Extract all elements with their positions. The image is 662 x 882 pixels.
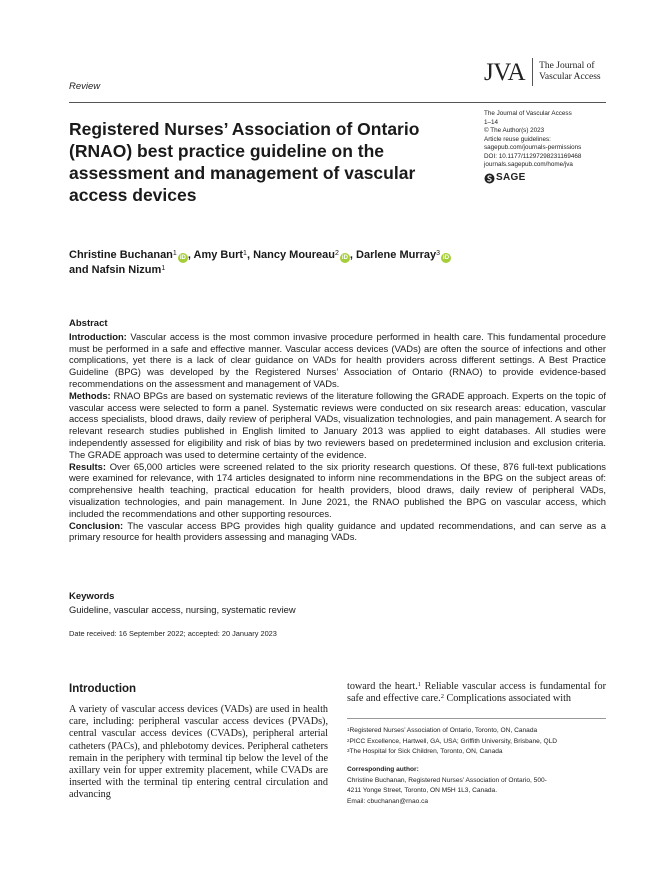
publisher-name: SAGE: [496, 171, 526, 183]
abstract-results: [69, 461, 606, 520]
affiliation: [347, 737, 606, 748]
abstract-intro-text: Vascular access is the most common invasive procedure performed in health care. This fundamental procedure must be performed in a safe and effective manner. Vascular access devices (VADs) are often the source of infections and other complications, yet there is a lack of clear guidance on VADs for health providers across different settings. A Best Practice Guideline (BPG) was developed by the Registered Nurses’ Association of Ontario (RNAO) to provide evidence-based recommendations on the assessment and management of VADs.: [69, 330, 606, 389]
author-name[interactable]: Christine Buchanan: [69, 249, 173, 261]
author-conjunction: and: [69, 264, 89, 276]
meta-reuse-label: Article reuse guidelines:: [484, 135, 551, 143]
abstract-methods: [69, 390, 606, 461]
meta-journal: The Journal of Vascular Access: [484, 110, 572, 117]
logo-divider: [532, 58, 533, 86]
corresponding-email[interactable]: Email: cbuchanan@rnao.ca: [347, 797, 429, 805]
affiliation-ref: 1: [172, 250, 177, 257]
affiliation-ref: 1: [243, 250, 247, 257]
keywords: [69, 591, 606, 616]
corresponding-author: [347, 765, 606, 807]
citation-ref[interactable]: 1: [417, 681, 422, 688]
meta-pages: 1–14: [484, 118, 499, 126]
citation-ref[interactable]: 2: [440, 693, 444, 701]
logo-mark: JVA: [484, 58, 526, 86]
author-name[interactable]: Nancy Moureau: [253, 249, 335, 261]
intro-right-text-1: toward the heart.: [347, 681, 418, 692]
author-list: Christine Buchanan$^1$iD , Amy Burt$^1$, Nancy Moureau$^2$iD , Darlene Murray$^3$iD and Nafsin Nizum$^1$: [69, 249, 450, 276]
abstract-results-text: Over 65,000 articles were screened related to the six priority research questions. Of these, 876 full-text publications were examined for relevance, with 174 articles designated to inform nine recommendations in the BPG on the subject areas of: comprehensive health teaching, practical education for health providers, blood draws, daily review of peripheral VADs, visualization technologies, and pain management. In June 2021, the RNAO published the BPG on vascular access, which included the recommendations and other supporting resources.: [69, 460, 606, 519]
abstract-methods-text: RNAO BPGs are based on systematic reviews of the literature following the GRADE approach. Experts on the topic of vascular access were selected to form a panel. Systematic reviews were conducted on six research areas: education, vascular access specialists, blood draws, daily review of peripheral VADs, visualization technologies, and pain management. A search for relevant research studies published in English limited to January 2013 was applied to eight databases. All studies were independently assessed for eligibility and risk of bias by two reviewers based on predetermined inclusion and exclusion criteria. The GRADE approach was used to determine certainty of the evidence.: [69, 389, 606, 460]
corresponding-line-1: Christine Buchanan, Registered Nurses’ Association of Ontario, 500-: [347, 776, 547, 784]
affiliation-text: Registered Nurses’ Association of Ontario, Toronto, ON, Canada: [349, 727, 538, 734]
meta-copyright: © The Author(s) 2023: [484, 127, 545, 134]
introduction-heading: Introduction: [69, 683, 137, 695]
affiliations: [347, 726, 606, 758]
article-title: Registered Nurses’ Association of Ontario (RNAO) best practice guideline on the assessment and management of vascular access devices: [69, 119, 420, 205]
header-rule: [69, 102, 606, 103]
author-name[interactable]: Nafsin Nizum: [91, 264, 162, 276]
abstract-intro-label: Introduction:: [69, 330, 127, 342]
corresponding-label: Corresponding author:: [347, 766, 419, 773]
journal-logo: [484, 58, 601, 86]
meta-home-link[interactable]: journals.sagepub.com/home/jva: [484, 161, 573, 168]
affiliation: [347, 726, 606, 737]
affiliation-num: 3: [347, 748, 350, 753]
orcid-icon[interactable]: iD: [341, 255, 348, 261]
abstract-introduction: [69, 331, 606, 390]
affiliation-ref: 2: [335, 250, 339, 257]
abstract-heading: Abstract: [69, 318, 108, 329]
abstract-methods-label: Methods:: [69, 389, 111, 401]
author-name[interactable]: Amy Burt: [193, 249, 244, 261]
keywords-text: Guideline, vascular access, nursing, systematic review: [69, 604, 296, 615]
logo-line-1: The Journal of: [539, 61, 595, 71]
affiliation-num: 2: [347, 737, 350, 743]
abstract-results-label: Results:: [69, 460, 106, 472]
abstract-conclusion: [69, 520, 606, 544]
abstract: [69, 318, 606, 543]
affiliation-text: The Hospital for Sick Children, Toronto, ON, Canada: [349, 748, 503, 755]
abstract-conclusion-label: Conclusion:: [69, 519, 124, 531]
introduction-right-column: [347, 681, 606, 705]
orcid-icon[interactable]: iD: [443, 255, 450, 261]
publisher-logo: [484, 173, 609, 184]
introduction-left-column: A variety of vascular access devices (VADs) are used in health care, including: peripheral vascular access devices (PVADs), central vascular access devices (CVADs), peripheral arterial catheters (PACs), and phlebotomy devices. Peripheral catheters remain in the periphery with terminal tip below the level of the axillary vein for upper extremity placement, while CVADs are inserted with the terminal tip entering central circulation and advancing: [69, 704, 328, 801]
affiliation-text: PICC Excellence, Hartwell, GA, USA; Griffith University, Brisbane, QLD: [349, 737, 558, 745]
meta-reuse-link[interactable]: sagepub.com/journals-permissions: [484, 144, 582, 151]
keywords-heading: Keywords: [69, 591, 115, 602]
abstract-conclusion-text: The vascular access BPG provides high quality guidance and updated recommendations, and can serve as a primary resource for health providers assessing and managing VADs.: [69, 519, 606, 543]
footnote-rule: [347, 718, 606, 719]
section-label: Review: [69, 81, 101, 92]
author-name[interactable]: Darlene Murray: [356, 249, 437, 261]
affiliation-ref: 1: [161, 265, 166, 272]
intro-right-text-2: Reliable vascular access is fundamental for safe and effective care.: [347, 681, 606, 705]
meta-doi[interactable]: DOI: 10.1177/11297298231169468: [484, 152, 582, 160]
affiliation-num: 1: [347, 727, 350, 732]
logo-journal-name: [539, 61, 600, 83]
dates: Date received: 16 September 2022; accepted: 20 January 2023: [69, 629, 277, 638]
orcid-icon[interactable]: iD: [179, 255, 186, 261]
intro-right-text-3: Complications associated with: [443, 693, 571, 705]
affiliation: [347, 747, 606, 758]
corresponding-line-2: 4211 Yonge Street, Toronto, ON M5H 1L3, Canada.: [347, 787, 498, 794]
article-meta: [484, 110, 609, 184]
logo-line-2: Vascular Access: [539, 72, 601, 82]
affiliation-ref: 3: [436, 250, 441, 257]
sage-icon: [484, 173, 495, 184]
